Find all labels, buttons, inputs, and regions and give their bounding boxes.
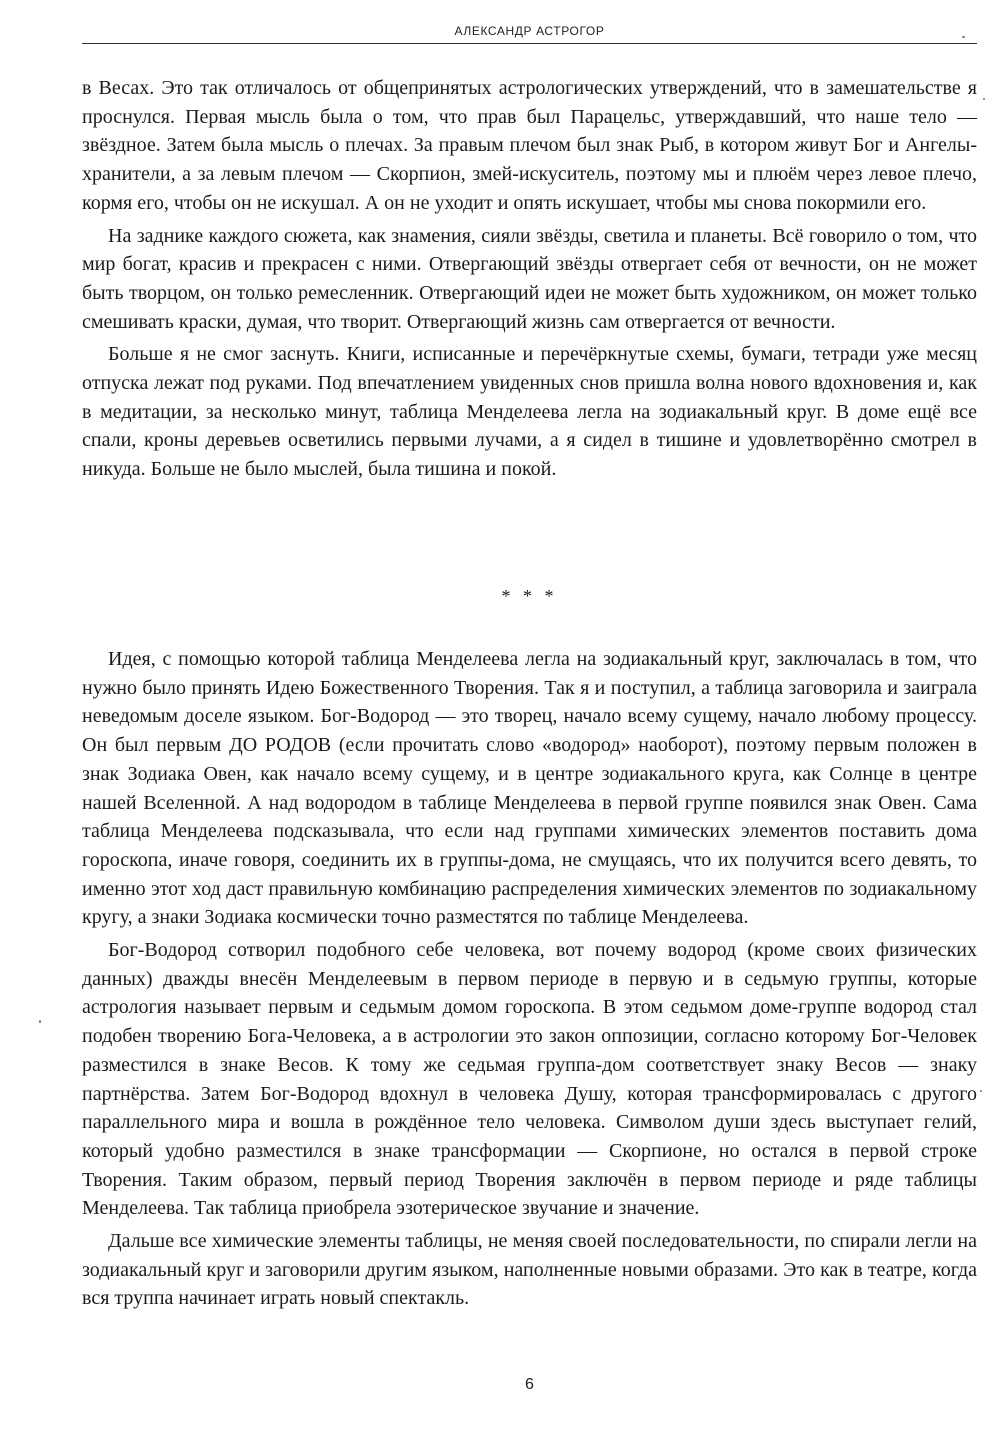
paragraph-continued: в Весах. Это так отличалось от общепринятых астрологических утверждений, что в замешательстве я проснулся. Первая мысль была о том, что прав был Парацельс, утверждавший, что наше тело — звёздное. Затем была мысль о плечах. За правым плечом был знак Рыб, в котором живут Бог и Ангелы-хранители, а за левым плечом — Скорпион, змей-искуситель, поэтому мы и плюём через левое плечо, кормя его, чтобы он не искушал. А он не уходит и опять искушает, чтобы мы снова покормили его. bbox=[82, 77, 977, 214]
scan-speck bbox=[983, 98, 985, 100]
scan-speck bbox=[980, 1090, 982, 1092]
text-block-after-separator bbox=[82, 645, 977, 1317]
scan-speck bbox=[39, 1020, 41, 1023]
running-header: АЛЕКСАНДР АСТРОГОР bbox=[454, 24, 605, 38]
paragraph: На заднике каждого сюжета, как знамения, сияли звёзды, светила и планеты. Всё говорило о том, что мир богат, красив и прекрасен с ними. Отвергающий звёзды отвергает себя от вечности, он не может быть творцом, он только ремесленник. Отвергающий идеи не может быть художником, он может только смешивать краски, думая, что творит. Отвергающий жизнь сам отвергается от вечности. bbox=[82, 224, 977, 333]
section-separator: * * * bbox=[501, 586, 558, 606]
paragraph: Дальше все химические элементы таблицы, не меняя своей последовательности, по спирали легли на зодиакальный круг и заговорили другим языком, наполненные новыми образами. Это как в театре, когда вся труппа начинает играть новый спектакль. bbox=[82, 1230, 977, 1310]
paragraph: Бог-Водород сотворил подобного себе человека, вот почему водород (кроме своих физических данных) дважды внесён Менделеевым в первом периоде в первую и в седьмую группы, которые астрология называет первым и седьмым домом гороскопа. В этом седьмом доме-группе водород стал подобен творению Бога-Человека, а в астрологии это закон оппозиции, согласно которому Бог-Человек разместился в знаке Весов. К тому же седьмая группа-дом соответствует знаку Весов — знаку партнёрства. Затем Бог-Водород вдохнул в человека Душу, которая трансформировалась с другого параллельного мира и вошла в рождённое тело человека. Символом души здесь выступает гелий, который удобно разместился в знаке трансформации — Скорпионе, но остался в первой строке Творения. Таким образом, первый период Творения заключён в первом периоде и ряде таблицы Менделеева. Так таблица приобрела эзотерическое звучание и значение. bbox=[82, 939, 977, 1220]
header-rule bbox=[82, 43, 977, 44]
paragraph: Больше я не смог заснуть. Книги, исписанные и перечёркнутые схемы, бумаги, тетради уже месяц отпуска лежат под руками. Под впечатлением увиденных снов пришла волна нового вдохновения и, как в медитации, за несколько минут, таблица Менделеева легла на зодиакальный круг. В доме ещё все спали, кроны деревьев осветились первыми лучами, а я сидел в тишине и удовлетворённо смотрел в никуда. Больше не было мыслей, была тишина и покой. bbox=[82, 343, 977, 481]
scan-speck bbox=[962, 36, 965, 38]
text-block-before-separator bbox=[82, 74, 977, 488]
page-number: 6 bbox=[525, 1376, 534, 1393]
paragraph: Идея, с помощью которой таблица Менделеева легла на зодиакальный круг, заключалась в том, что нужно было принять Идею Божественного Творения. Так я и поступил, а таблица заговорила и заиграла неведомым доселе языком. Бог-Водород — это творец, начало всему сущему, начало любому процессу. Он был первым ДО РОДОВ (если прочитать слово «водород» наоборот), поэтому первым положен в знак Зодиака Овен, как начало всему сущему, и в центре зодиакального круга, как Солнце в центре нашей Вселенной. А над водородом в таблице Менделеева в первой группе появился знак Овен. Сама таблица Менделеева подсказывала, что если над группами химических элементов поставить дома гороскопа, иначе говоря, соединить их в группы-дома, не смущаясь, что их получится всего девять, то именно этот ход даст правильную комбинацию распределения химических элементов по зодиакальному кругу, а знаки Зодиака космически точно разместятся по таблице Менделеева. bbox=[82, 648, 977, 929]
